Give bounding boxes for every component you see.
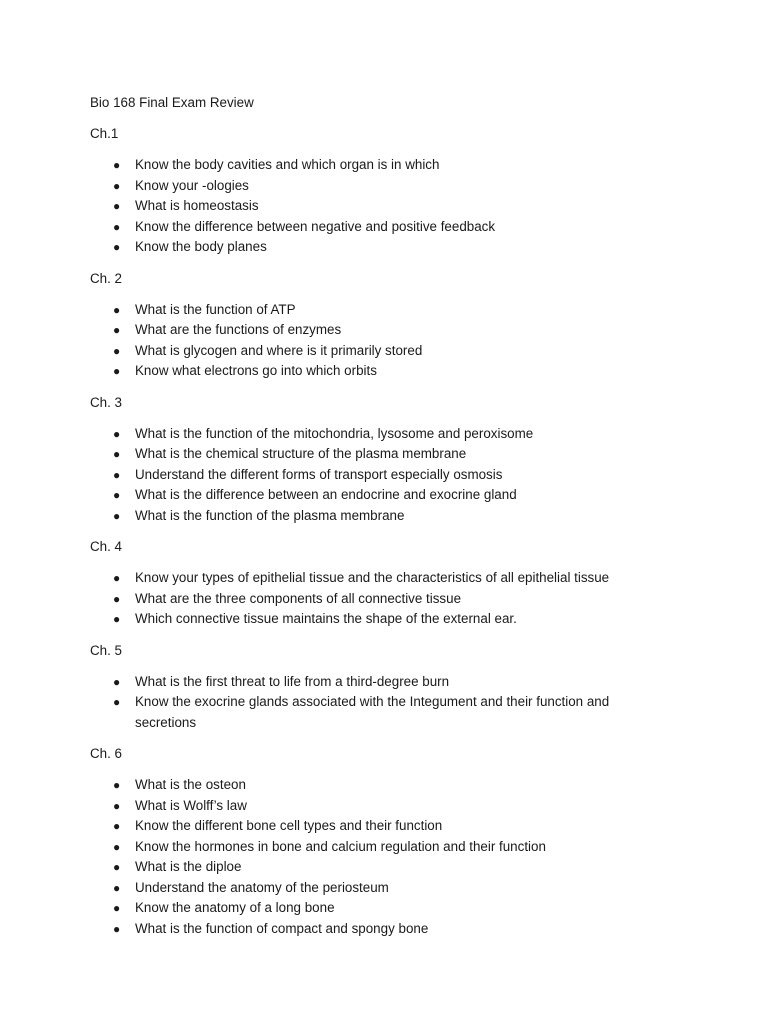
- chapter-section: [90, 537, 650, 630]
- chapter-heading: Ch.1: [90, 126, 119, 141]
- document-title: Bio 168 Final Exam Review: [90, 95, 254, 110]
- chapter-section: [90, 641, 650, 734]
- list-item: [90, 837, 650, 858]
- bullet-icon: ●: [113, 199, 121, 213]
- list-item-text: Know the body cavities and which organ is in which: [135, 157, 440, 172]
- list-item: [90, 878, 650, 899]
- list-item-text: What is homeostasis: [135, 198, 259, 213]
- bullet-list: [90, 672, 650, 734]
- chapter-list: [90, 124, 650, 939]
- list-item: [90, 444, 650, 465]
- list-item: [90, 506, 650, 527]
- list-item-text: Know the anatomy of a long bone: [135, 900, 335, 915]
- list-item-text: What is the function of compact and spongy bone: [135, 920, 429, 936]
- bullet-icon: ●: [113, 158, 121, 172]
- bullet-icon: ●: [113, 695, 121, 709]
- bullet-icon: ●: [113, 819, 121, 833]
- bullet-list: [90, 155, 650, 258]
- chapter-heading: Ch. 2: [90, 270, 123, 286]
- list-item-text: What are the three components of all connective tissue: [135, 590, 462, 606]
- list-item: [90, 155, 650, 176]
- list-item: [90, 465, 650, 486]
- list-item-text: What is the difference between an endocrine and exocrine gland: [135, 487, 517, 502]
- bullet-icon: ●: [113, 323, 121, 337]
- bullet-icon: ●: [113, 612, 121, 626]
- list-item: [90, 320, 650, 341]
- list-item: [90, 919, 650, 940]
- list-item: [90, 217, 650, 238]
- list-item: [90, 589, 650, 610]
- list-item-text: What are the functions of enzymes: [135, 322, 342, 337]
- bullet-icon: ●: [113, 426, 121, 441]
- bullet-icon: ●: [113, 901, 121, 915]
- list-item: [90, 609, 650, 630]
- list-item-text: What is the diploe: [135, 859, 242, 874]
- list-item-text: Know the hormones in bone and calcium regulation and their function: [135, 838, 546, 854]
- list-item-text: What is the function of the plasma membrane: [135, 507, 405, 523]
- bullet-icon: ●: [113, 364, 121, 378]
- bullet-icon: ●: [113, 219, 121, 234]
- list-item: [90, 796, 650, 817]
- bullet-icon: ●: [113, 778, 121, 792]
- list-item: [90, 341, 650, 362]
- chapter-heading: Ch. 6: [90, 746, 123, 761]
- list-item: [90, 692, 650, 733]
- list-item-text: What is the chemical structure of the plasma membrane: [135, 446, 467, 461]
- list-item-text: Which connective tissue maintains the shape of the external ear.: [135, 611, 517, 626]
- chapter-section: [90, 744, 650, 939]
- list-item: [90, 672, 650, 693]
- bullet-icon: ●: [113, 839, 121, 854]
- chapter-heading: Ch. 5: [90, 642, 123, 658]
- list-item-text: Understand the anatomy of the periosteum: [135, 879, 389, 895]
- list-item-text: What is the osteon: [135, 777, 246, 792]
- chapter-section: [90, 124, 650, 258]
- list-item: [90, 196, 650, 217]
- list-item: [90, 816, 650, 837]
- list-item: [90, 237, 650, 258]
- bullet-list: [90, 300, 650, 382]
- list-item-text: What is glycogen and where is it primarily stored: [135, 342, 423, 358]
- bullet-icon: ●: [113, 240, 121, 254]
- list-item-text: What is the function of the mitochondria, lysosome and peroxisome: [135, 425, 534, 441]
- chapter-heading: Ch. 3: [90, 394, 123, 410]
- list-item-text: What is the function of ATP: [135, 301, 296, 317]
- bullet-icon: ●: [113, 178, 121, 193]
- list-item-text: What is the first threat to life from a third-degree burn: [135, 673, 450, 689]
- bullet-icon: ●: [113, 343, 121, 358]
- chapter-section: [90, 269, 650, 382]
- bullet-icon: ●: [113, 571, 121, 585]
- list-item: [90, 775, 650, 796]
- chapter-heading: Ch. 4: [90, 539, 123, 554]
- bullet-icon: ●: [113, 508, 121, 523]
- bullet-icon: ●: [113, 591, 121, 606]
- chapter-section: [90, 393, 650, 527]
- list-item: [90, 857, 650, 878]
- bullet-icon: ●: [113, 674, 121, 689]
- bullet-icon: ●: [113, 880, 121, 895]
- bullet-icon: ●: [113, 860, 121, 874]
- bullet-icon: ●: [113, 488, 121, 502]
- bullet-list: [90, 568, 650, 630]
- list-item-text: Know your types of epithelial tissue and the characteristics of all epithelial tissue: [135, 570, 610, 585]
- document-page: [90, 93, 650, 950]
- list-item-text: Know the different bone cell types and their function: [135, 818, 443, 833]
- list-item: [90, 568, 650, 589]
- list-item: [90, 485, 650, 506]
- list-item-text: Understand the different forms of transport especially osmosis: [135, 466, 503, 482]
- bullet-icon: ●: [113, 798, 121, 813]
- list-item-text: Know your -ologies: [135, 177, 249, 193]
- bullet-list: [90, 775, 650, 939]
- list-item-text: What is Wolff’s law: [135, 797, 247, 813]
- list-item: [90, 300, 650, 321]
- bullet-icon: ●: [113, 921, 121, 936]
- bullet-icon: ●: [113, 467, 121, 482]
- list-item-text: Know the exocrine glands associated with the Integument and their function and secretions: [135, 694, 610, 730]
- list-item: [90, 424, 650, 445]
- list-item: [90, 361, 650, 382]
- list-item-text: Know the difference between negative and positive feedback: [135, 218, 496, 234]
- bullet-icon: ●: [113, 447, 121, 461]
- list-item-text: Know what electrons go into which orbits: [135, 363, 377, 378]
- list-item-text: Know the body planes: [135, 239, 267, 254]
- bullet-icon: ●: [113, 302, 121, 317]
- bullet-list: [90, 424, 650, 527]
- list-item: [90, 176, 650, 197]
- list-item: [90, 898, 650, 919]
